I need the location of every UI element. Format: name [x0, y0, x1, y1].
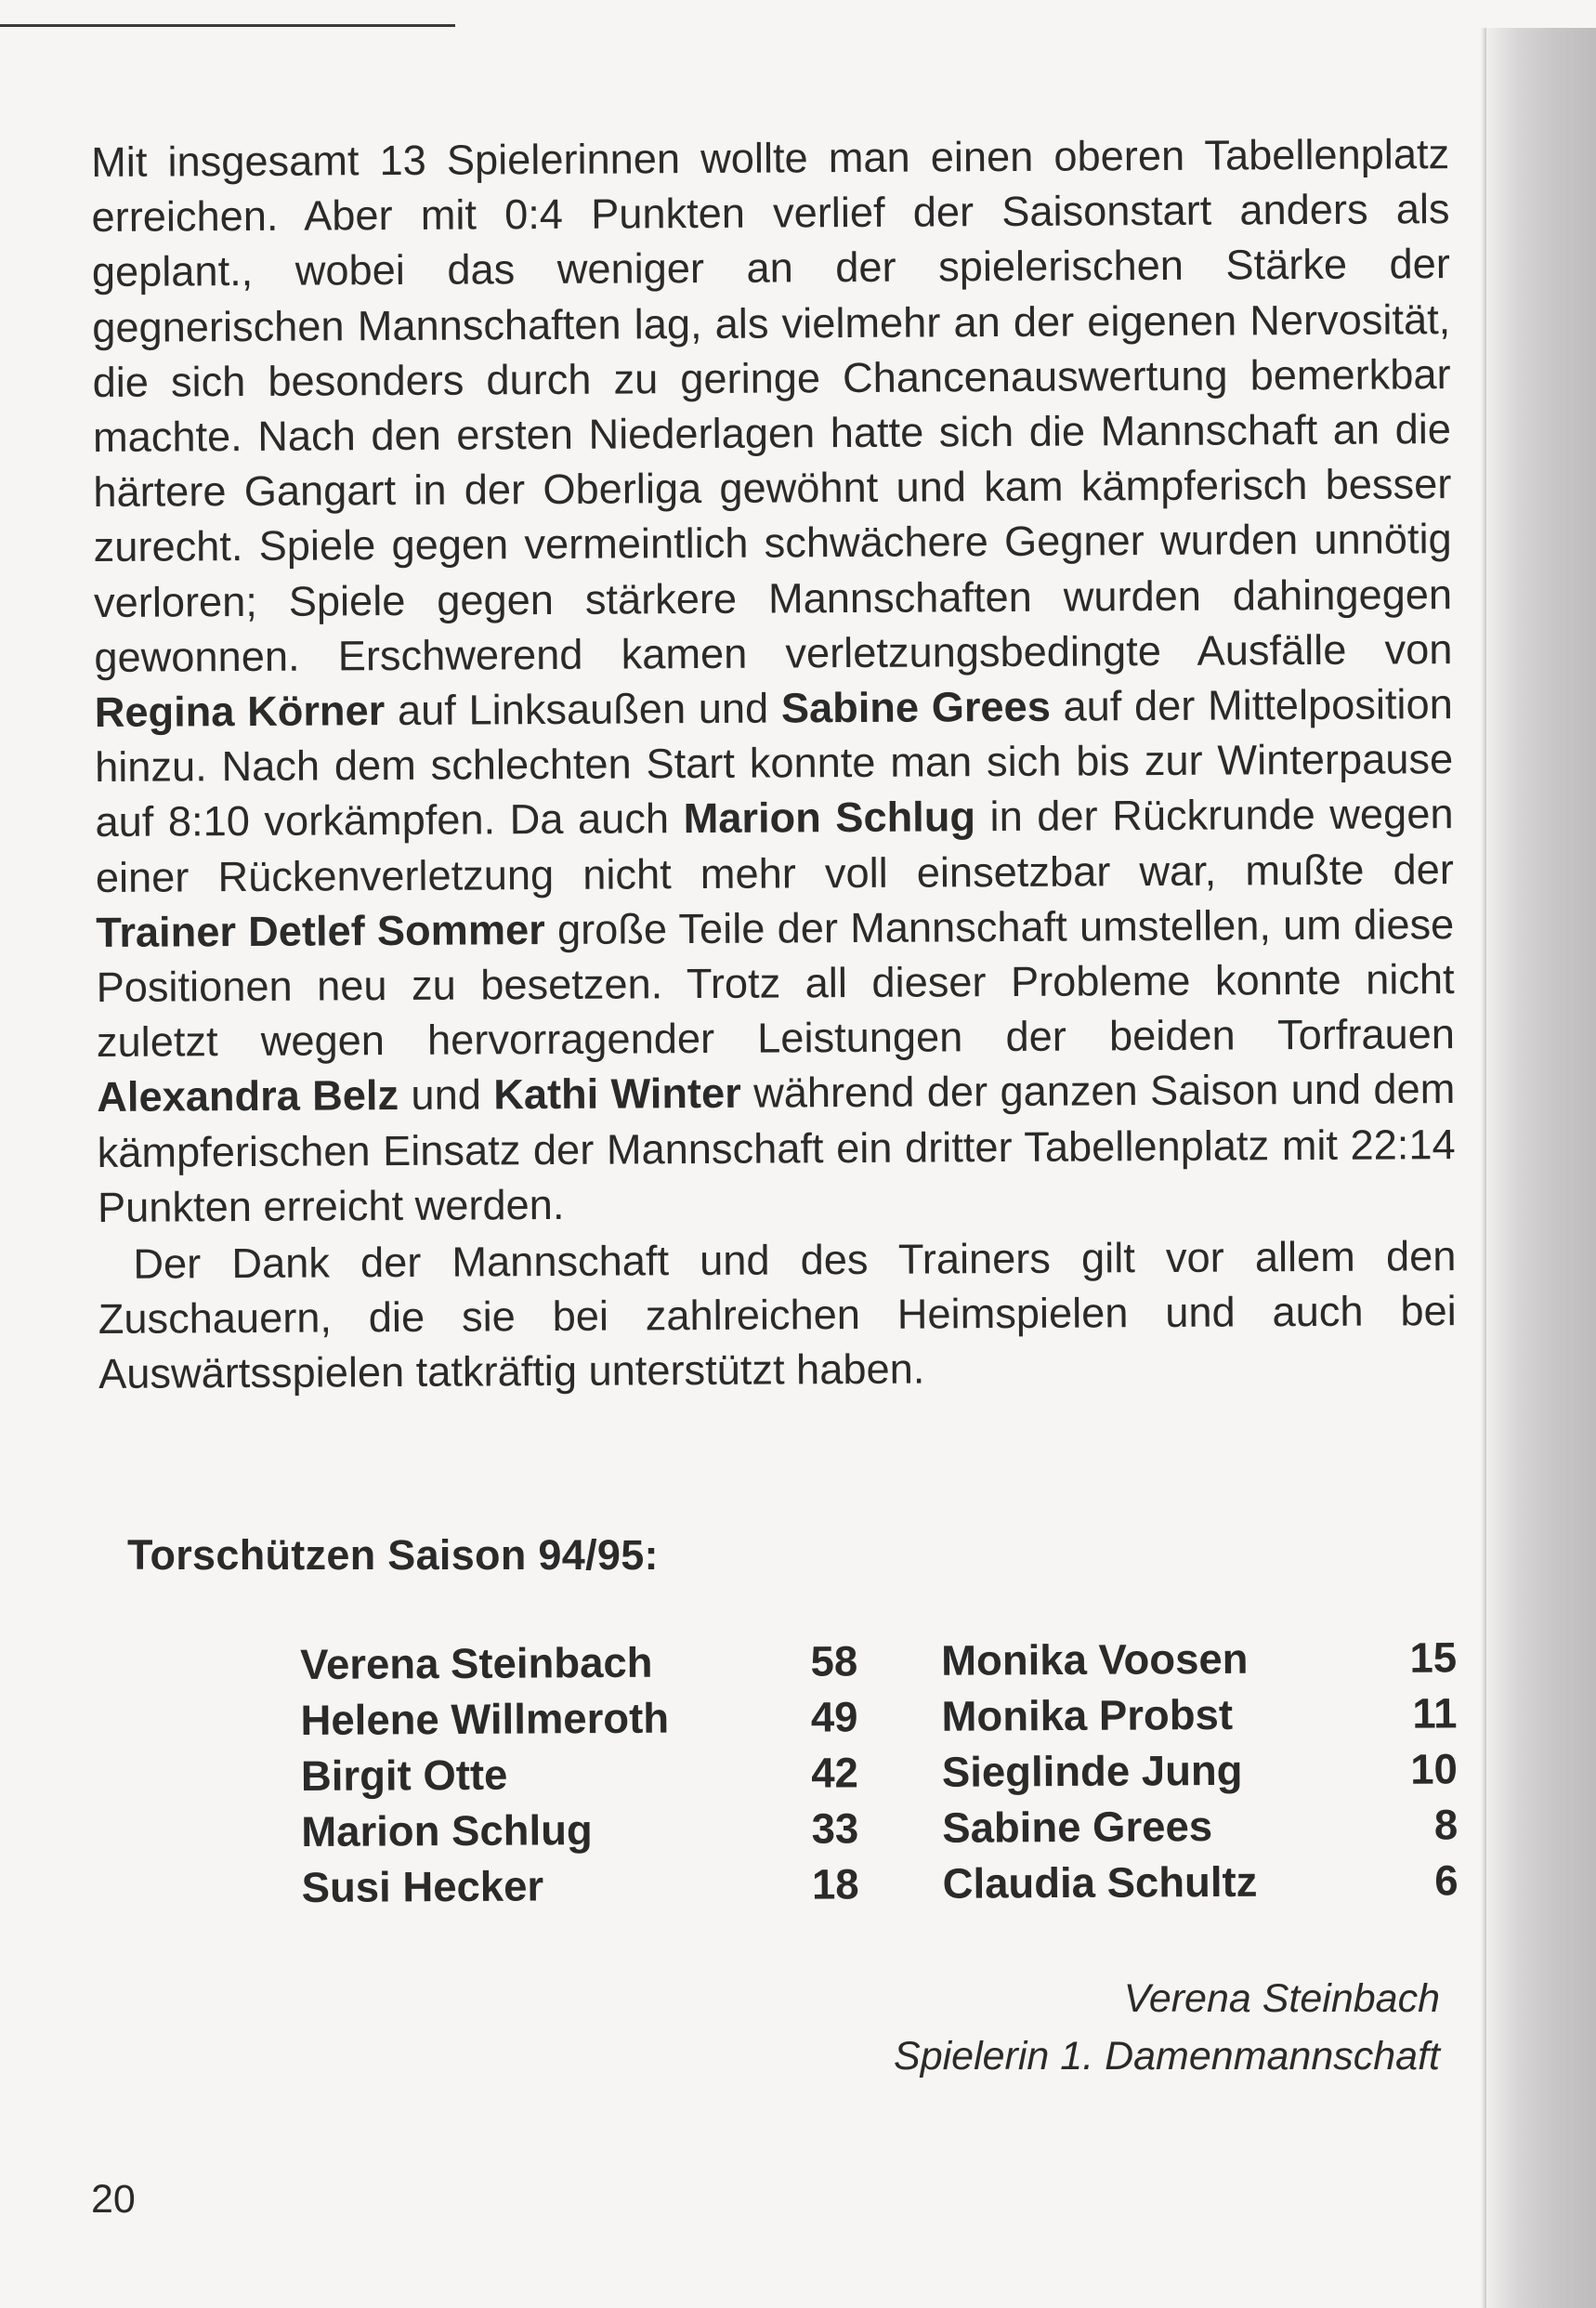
scorer-goals: 11	[1412, 1689, 1458, 1738]
scorer-row	[941, 1685, 1457, 1744]
scorer-goals: 33	[811, 1804, 859, 1853]
emphasized-name: Trainer Detlef Sommer	[96, 905, 545, 956]
scorer-name: Sabine Grees	[942, 1803, 1213, 1852]
emphasized-name: Regina Körner	[94, 687, 386, 737]
page-gutter-shadow	[1485, 28, 1596, 2308]
scorers-heading: Torschützen Saison 94/95:	[127, 1531, 659, 1579]
signature-name: Verena Steinbach	[1123, 1976, 1440, 2021]
signature-role: Spielerin 1. Damenmannschaft	[894, 2034, 1440, 2079]
scorer-row	[300, 1689, 857, 1749]
scorer-row	[942, 1741, 1458, 1800]
body-paragraph-1: Mit insgesamt 13 Spielerinnen wollte man einen oberen Tabellenplatz erreichen. Aber mit 0:4 Punkten verlief der Saisonstart anders als geplant., wobei das weniger an der spielerischen Stärke der gegnerischen Mannschaften lag, als vielmehr an der eigenen Nervosität, die sich besonders durch zu geringe Chancenauswertung bemerkbar machte. Nach den ersten Niederlagen hatte sich die Mannschaft an die härtere Gangart in der Oberliga gewöhnt und kam kämpferisch besser zurecht. Spiele gegen vermeintlich schwächere Gegner wurden unnötig verloren; Spiele gegen stärkere Mannschaften wurden dahingegen gewonnen. Erschwerend kamen verletzungsbedingte Ausfälle von Regina Körner auf Linksaußen und Sabine Grees auf der Mittelposition hinzu. Nach dem schlechten Start konnte man sich bis zur Winterpause auf 8:10 vorkämpfen. Da auch Marion Schlug in der Rückrunde wegen einer Rückenverletzung nicht mehr voll einsetzbar war, mußte der Trainer Detlef Sommer große Teile der Mannschaft umstellen, um diese Positionen neu zu besetzen. Trotz all dieser Probleme konnte nicht zuletzt wegen hervorragender Leistungen der beiden Torfrauen Alexandra Belz und Kathi Winter während der ganzen Saison und dem kämpferischen Einsatz der Mannschaft ein dritter Tabellenplatz mit 22:14 Punkten erreicht werden.	[91, 130, 1456, 1231]
scorer-name: Verena Steinbach	[300, 1638, 653, 1688]
scorer-goals: 58	[810, 1637, 858, 1685]
emphasized-name: Marion Schlug	[683, 793, 976, 843]
scorer-goals: 49	[810, 1693, 858, 1741]
scorers-table	[300, 1630, 1459, 1911]
scorer-name: Monika Probst	[941, 1690, 1234, 1740]
scorer-goals: 42	[811, 1749, 859, 1797]
scorer-row	[941, 1630, 1457, 1688]
scorer-goals: 18	[811, 1860, 859, 1908]
scorer-name: Helene Willmeroth	[300, 1694, 670, 1744]
scorer-row	[301, 1856, 858, 1916]
scorer-name: Monika Voosen	[941, 1634, 1249, 1685]
scorer-goals: 10	[1410, 1745, 1459, 1793]
article-body	[91, 126, 1457, 1402]
page-gutter-edge	[1481, 28, 1486, 2308]
scorer-name: Sieglinde Jung	[941, 1746, 1243, 1796]
scorers-column-right	[941, 1630, 1459, 1911]
scorer-name: Claudia Schultz	[942, 1857, 1258, 1908]
emphasized-name: Sabine Grees	[780, 682, 1052, 732]
signature	[894, 1970, 1440, 2085]
emphasized-name: Kathi Winter	[493, 1069, 741, 1119]
scorer-row	[942, 1853, 1458, 1911]
scorer-row	[301, 1801, 858, 1860]
scorer-name: Marion Schlug	[301, 1806, 593, 1856]
scorer-goals: 6	[1434, 1856, 1459, 1905]
emphasized-name: Alexandra Belz	[97, 1071, 399, 1121]
scorers-column-left	[300, 1633, 859, 1916]
body-paragraph-2: Der Dank der Mannschaft und des Trainers gilt vor allem den Zuschauern, die sie bei zahlreichen Heimspielen und auch bei Auswärtsspielen tatkräftig unterstützt haben.	[98, 1232, 1457, 1398]
scorer-row	[301, 1745, 858, 1804]
scorer-goals: 8	[1433, 1801, 1459, 1849]
scorer-row	[942, 1797, 1458, 1856]
scorer-goals: 15	[1409, 1633, 1458, 1682]
scorer-name: Birgit Otte	[300, 1751, 508, 1800]
scorer-row	[300, 1633, 857, 1693]
scorer-name: Susi Hecker	[301, 1862, 544, 1911]
top-rule	[0, 24, 455, 27]
page-number: 20	[91, 2177, 136, 2222]
